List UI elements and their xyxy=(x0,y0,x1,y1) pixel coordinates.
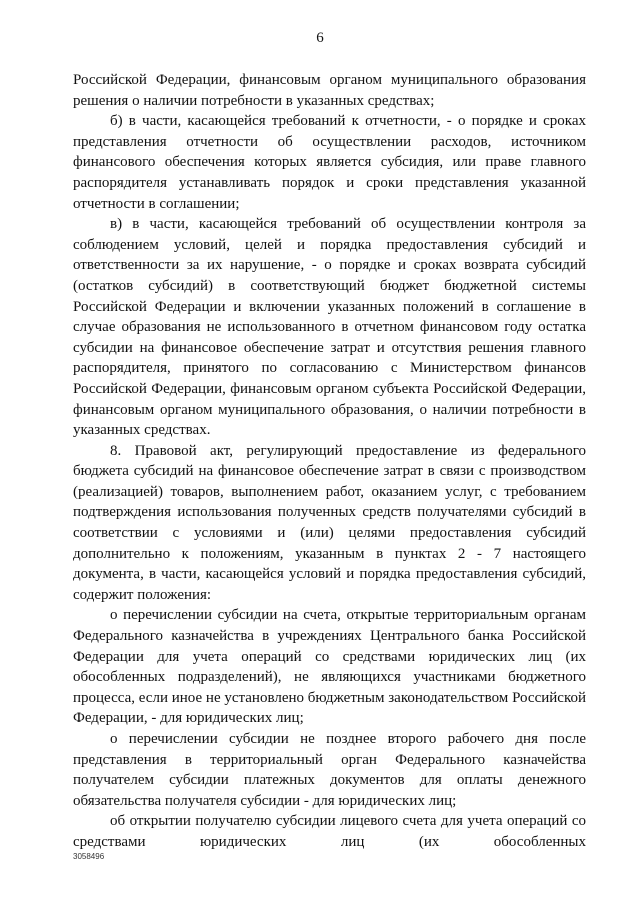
paragraph-item-8: 8. Правовой акт, регулирующий предоставление из федерального бюджета субсидий на финансовое обеспечение затрат в связи с производством (реализацией) товаров, выполнением работ, оказанием услуг, с требованием подтверждения использования полученных средств получателями субсидий в соответствии с условиями и (или) целями предоставления субсидий дополнительно к положениям, указанным в пунктах 2 - 7 настоящего документа, в части, касающейся условий и порядка предоставления субсидий, содержит положения: xyxy=(73,442,586,603)
document-code: 3058496 xyxy=(73,852,105,861)
paragraph-clause-v: в) в части, касающейся требований об осуществлении контроля за соблюдением условий, целей и порядка предоставления субсидий и ответственности за их нарушение, - о порядке и сроках возврата субсидий (остатков субсидий) в соответствующий бюджет бюджетной системы Российской Федерации и включении указанных положений в соглашение в случае образования не использованного в отчетном финансовом году остатка субсидии на финансовое обеспечение затрат и отсутствия решения главного распорядителя, принятого по согласованию с Министерством финансов Российской Федерации, финансовым органом субъекта Российской Федерации, финансовым органом муниципального образования, о наличии потребности в указанных средствах. xyxy=(73,216,586,439)
document-body xyxy=(73,70,586,853)
page-number: 6 xyxy=(316,30,324,46)
paragraph-provision-2: о перечислении субсидии не позднее второго рабочего дня после представления в территориальный орган Федерального казначейства получателем субсидии платежных документов для оплаты денежного обязательства получателя субсидии - для юридических лиц; xyxy=(73,731,586,809)
paragraph-provision-3: об открытии получателю субсидии лицевого счета для учета операций со средствами юридических лиц (их обособленных xyxy=(73,813,586,850)
paragraph-clause-b: б) в части, касающейся требований к отчетности, - о порядке и сроках представления отчетности об осуществлении расходов, источником финансового обеспечения которых является субсидия, или праве главного распорядителя устанавливать порядок и сроки представления указанной отчетности в соглашении; xyxy=(73,113,586,212)
paragraph-provision-1: о перечислении субсидии на счета, открытые территориальным органам Федерального казначейства в учреждениях Центрального банка Российской Федерации для учета операций со средствами юридических лиц (их обособленных подразделений), не являющихся участниками бюджетного процесса, если иное не установлено бюджетным законодательством Российской Федерации, - для юридических лиц; xyxy=(73,607,586,727)
paragraph-continuation: Российской Федерации, финансовым органом муниципального образования решения о наличии потребности в указанных средствах; xyxy=(73,72,586,109)
